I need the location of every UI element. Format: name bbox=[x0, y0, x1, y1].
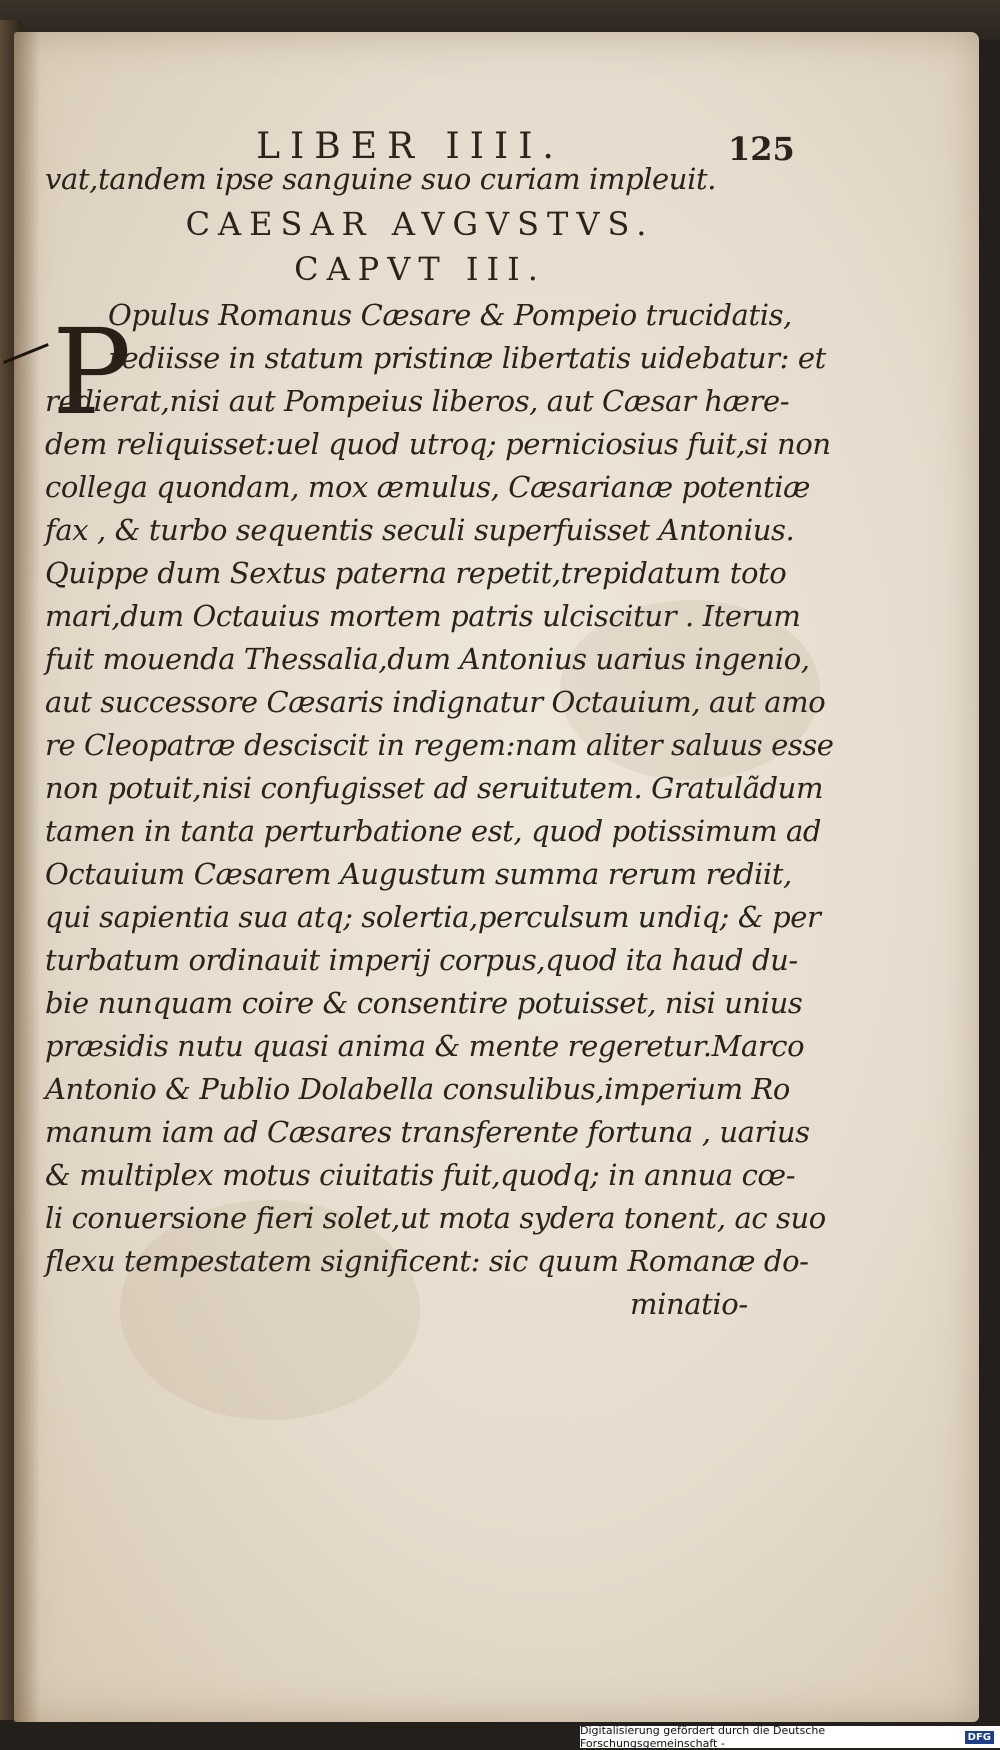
text-line: fuit mouenda Thessalia,dum Antonius uarius ingenio, bbox=[45, 642, 810, 676]
text-line: redierat,nisi aut Pompeius liberos, aut Cæsar hære- bbox=[45, 384, 790, 418]
continuation-line: vat,tandem ipse sanguine suo curiam impleuit. bbox=[45, 162, 717, 196]
text-line: aut successore Cæsaris indignatur Octauium, aut amo bbox=[45, 685, 826, 719]
catchword: minatio- bbox=[630, 1287, 748, 1321]
text-line: Antonio & Publio Dolabella consulibus,imperium Ro bbox=[45, 1072, 790, 1106]
text-line: flexu tempestatem significent: sic quum Romanæ do- bbox=[45, 1244, 809, 1278]
text-line: bie nunquam coire & consentire potuisset, nisi unius bbox=[45, 986, 803, 1020]
text-line: manum iam ad Cæsares transferente fortuna , uarius bbox=[45, 1115, 810, 1149]
text-line: Octauium Cæsarem Augustum summa rerum rediit, bbox=[45, 857, 792, 891]
running-head: LIBER IIII. bbox=[256, 126, 564, 167]
text-line: Opulus Romanus Cæsare & Pompeio trucidatis, bbox=[108, 298, 792, 332]
text-line: dem reliquisset:uel quod utroq; perniciosius fuit,si non bbox=[45, 427, 831, 461]
folio-number: 125 bbox=[728, 130, 795, 168]
dfg-logo-badge[interactable]: DFG bbox=[965, 1731, 994, 1744]
text-line: rediisse in statum pristinæ libertatis uidebatur: et bbox=[108, 341, 826, 375]
text-line: re Cleopatræ desciscit in regem:nam aliter saluus esse bbox=[45, 728, 834, 762]
text-line: fax , & turbo sequentis seculi superfuisset Antonius. bbox=[45, 513, 795, 547]
text-line: non potuit,nisi confugisset ad seruitutem. Gratulãdum bbox=[45, 771, 824, 805]
text-line: præsidis nutu quasi anima & mente regeretur.Marco bbox=[45, 1029, 805, 1063]
text-line: turbatum ordinauit imperij corpus,quod ita haud du- bbox=[45, 943, 798, 977]
text-line: qui sapientia sua atq; solertia,perculsum undiq; & per bbox=[45, 900, 821, 934]
text-line: li conuersione fieri solet,ut mota sydera tonent, ac suo bbox=[45, 1201, 826, 1235]
text-line: tamen in tanta perturbatione est, quod potissimum ad bbox=[45, 814, 822, 848]
text-line: mari,dum Octauius mortem patris ulciscitur . Iterum bbox=[45, 599, 801, 633]
credit-text: Digitalisierung gefördert durch die Deutsche Forschungsgemeinschaft - bbox=[580, 1724, 826, 1750]
section-title: CAESAR AVGVSTVS. bbox=[185, 205, 655, 243]
chapter-heading: CAPVT III. bbox=[294, 250, 546, 288]
text-line: & multiplex motus ciuitatis fuit,quodq; in annua cœ- bbox=[45, 1158, 796, 1192]
digitization-credit bbox=[580, 1726, 1000, 1748]
text-line: Quippe dum Sextus paterna repetit,trepidatum toto bbox=[45, 556, 787, 590]
drop-cap: P bbox=[52, 303, 132, 441]
text-line: collega quondam, mox æmulus, Cæsarianæ potentiæ bbox=[45, 470, 810, 504]
